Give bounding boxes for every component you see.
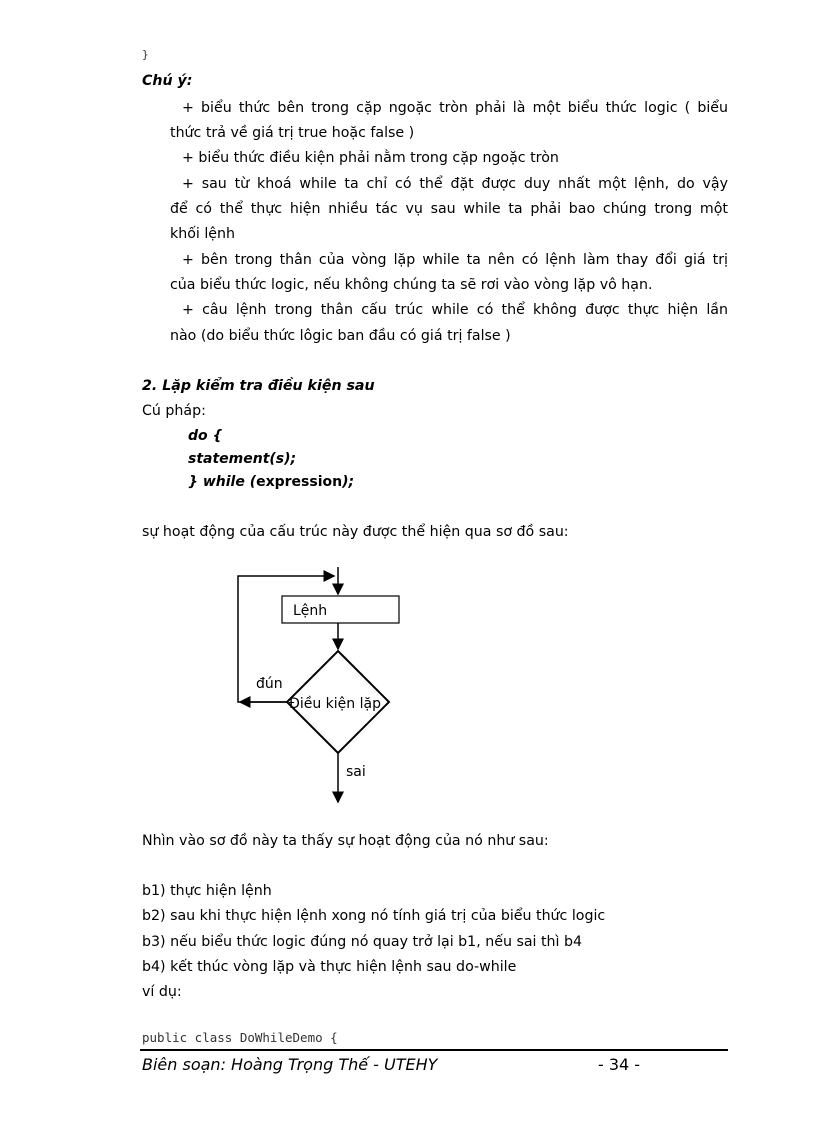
note-line-10: nào (do biểu thức lôgic ban đầu có giá trị false ) xyxy=(170,328,511,344)
note-line-1: + biểu thức bên trong cặp ngoặc tròn phải là một biểu thức logic ( biểu xyxy=(182,100,728,116)
while-keyword: } while ( xyxy=(188,474,257,490)
while-expression: expression xyxy=(256,474,343,490)
note-line-7: + bên trong thân của vòng lặp while ta nên có lệnh làm thay đổi giá trị xyxy=(182,252,728,268)
section-heading: 2. Lặp kiểm tra điều kiện sau xyxy=(142,378,375,394)
step-3: b3) nếu biểu thức logic đúng nó quay trở lại b1, nếu sai thì b4 xyxy=(142,934,583,950)
note-line-4: + sau từ khoá while ta chỉ có thể đặt được duy nhất một lệnh, do vậy xyxy=(182,176,728,192)
footer-divider xyxy=(140,1049,728,1051)
note-line-6: khối lệnh xyxy=(170,226,235,242)
condition-label: Điều kiện lặp xyxy=(289,696,381,712)
statement-box-label: Lệnh xyxy=(293,603,328,619)
code-line-do: do { xyxy=(188,428,223,444)
false-label: sai xyxy=(346,764,366,780)
diagram-intro: sự hoạt động của cấu trúc này được thể hiện qua sơ đồ sau: xyxy=(142,524,569,540)
code-line-statement: statement(s); xyxy=(188,451,297,467)
code-snippet: public class DoWhileDemo { xyxy=(142,1030,338,1045)
note-line-5: để có thể thực hiện nhiều tác vụ sau while ta phải bao chúng trong một xyxy=(170,201,728,217)
step-4: b4) kết thúc vòng lặp và thực hiện lệnh sau do-while xyxy=(142,959,517,975)
note-line-3: + biểu thức điều kiện phải nằm trong cặp ngoặc tròn xyxy=(182,150,559,166)
page-number: - 34 - xyxy=(598,1055,641,1074)
step-1: b1) thực hiện lệnh xyxy=(142,883,272,899)
footer-author: Biên soạn: Hoàng Trọng Thế - UTEHY xyxy=(142,1055,438,1074)
note-line-9: + câu lệnh trong thân cấu trúc while có thể không được thực hiện lần xyxy=(182,302,728,318)
step-2: b2) sau khi thực hiện lệnh xong nó tính giá trị của biểu thức logic xyxy=(142,908,606,924)
note-line-2: thức trả về giá trị true hoặc false ) xyxy=(170,125,415,141)
note-title: Chú ý: xyxy=(142,73,193,89)
while-end: ); xyxy=(342,474,355,490)
explanation-intro: Nhìn vào sơ đồ này ta thấy sự hoạt động của nó như sau: xyxy=(142,833,549,849)
syntax-label: Cú pháp: xyxy=(142,403,206,419)
closing-brace: } xyxy=(142,48,149,61)
true-label: đún xyxy=(256,676,283,692)
note-line-8: của biểu thức logic, nếu không chúng ta sẽ rơi vào vòng lặp vô hạn. xyxy=(170,277,653,293)
example-label: ví dụ: xyxy=(142,984,182,1000)
